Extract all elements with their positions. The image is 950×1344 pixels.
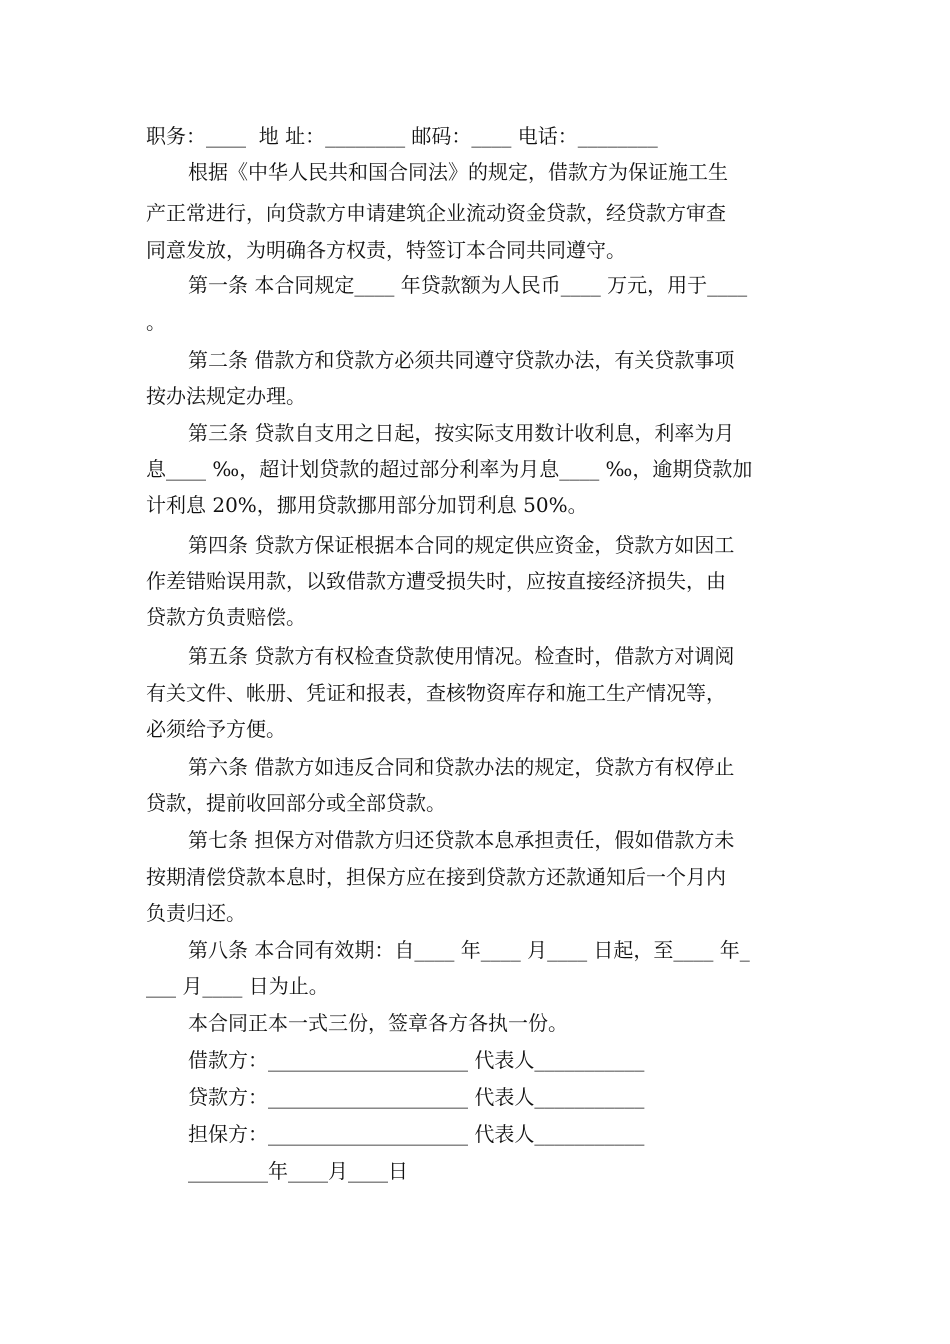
preamble-line: 产正常进行，向贷款方申请建筑企业流动资金贷款，经贷款方审查	[146, 201, 726, 225]
article-7-line: 负责归还。	[146, 901, 246, 925]
article-1-line: 第一条 本合同规定____ 年贷款额为人民币____ 万元，用于____	[188, 273, 748, 297]
article-4-line: 贷款方负责赔偿。	[146, 605, 306, 629]
preamble-line: 同意发放，为明确各方权责，特签订本合同共同遵守。	[146, 238, 626, 262]
article-6-line: 第六条 借款方如违反合同和贷款办法的规定，贷款方有权停止	[188, 755, 735, 779]
date-line: ________年____月____日	[188, 1159, 408, 1183]
article-4-line: 作差错贻误用款，以致借款方遭受损失时，应按直接经济损失，由	[146, 569, 726, 593]
article-8-line: 第八条 本合同有效期：自____ 年____ 月____ 日起，至____ 年_	[188, 938, 750, 962]
borrower-signature-line: 借款方：____________________ 代表人___________	[188, 1048, 645, 1072]
article-3-line: 息____ ‰，超计划贷款的超过部分利率为月息____ ‰，逾期贷款加	[146, 457, 753, 481]
article-3-line: 计利息 20%，挪用贷款挪用部分加罚利息 50%。	[146, 493, 588, 517]
article-7-line: 按期清偿贷款本息时，担保方应在接到贷款方还款通知后一个月内	[146, 865, 726, 889]
article-5-line: 必须给予方便。	[146, 717, 286, 741]
guarantor-signature-line: 担保方：____________________ 代表人___________	[188, 1122, 645, 1146]
article-5-line: 有关文件、帐册、凭证和报表，查核物资库存和施工生产情况等，	[146, 681, 726, 705]
article-7-line: 第七条 担保方对借款方归还贷款本息承担责任，假如借款方未	[188, 828, 735, 852]
article-3-line: 第三条 贷款自支用之日起，按实际支用数计收利息，利率为月	[188, 421, 735, 445]
lender-signature-line: 贷款方：____________________ 代表人___________	[188, 1085, 645, 1109]
copies-clause: 本合同正本一式三份，签章各方各执一份。	[188, 1011, 568, 1035]
article-5-line: 第五条 贷款方有权检查贷款使用情况。检查时，借款方对调阅	[188, 644, 735, 668]
preamble-line: 根据《中华人民共和国合同法》的规定，借款方为保证施工生	[188, 160, 728, 184]
article-2-line: 第二条 借款方和贷款方必须共同遵守贷款办法，有关贷款事项	[188, 348, 735, 372]
article-4-line: 第四条 贷款方保证根据本合同的规定供应资金，贷款方如因工	[188, 533, 735, 557]
article-8-line: ___ 月____ 日为止。	[146, 974, 329, 998]
article-6-line: 贷款，提前收回部分或全部贷款。	[146, 791, 446, 815]
contact-info-line: 职务：____ 地 址：________ 邮码：____ 电话：________	[146, 124, 658, 148]
article-2-line: 按办法规定办理。	[146, 384, 306, 408]
article-1-line: 。	[146, 310, 166, 334]
